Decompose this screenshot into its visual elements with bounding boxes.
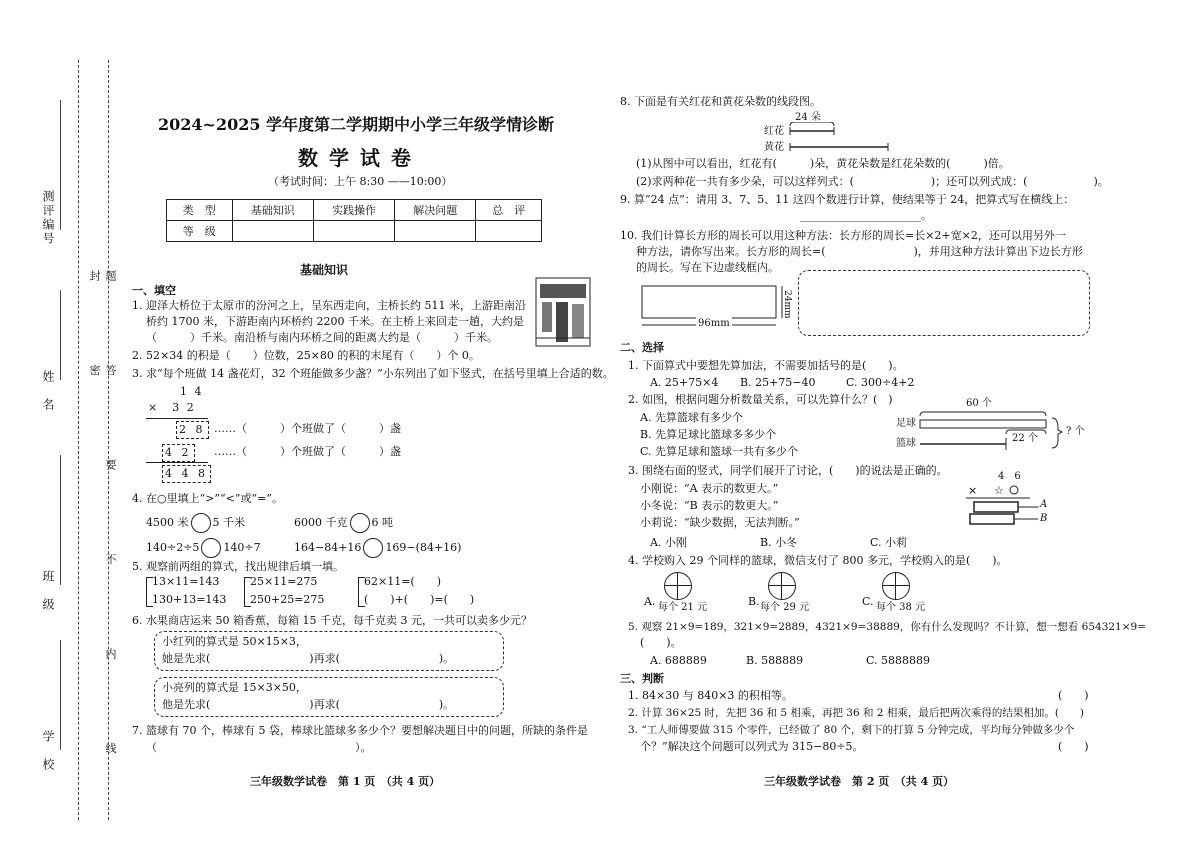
c2-basketball-label: 篮球 xyxy=(896,438,916,449)
c3-option-c[interactable]: C. 小莉 xyxy=(870,536,908,549)
part1-heading: 一、填空 xyxy=(132,284,176,297)
vert-multiplier: × 3 2 xyxy=(148,401,196,414)
exam-subtitle: 数 学 试 卷 xyxy=(298,146,413,170)
exam-id-label: 测评编号 xyxy=(41,190,55,246)
svg-text:☆: ☆ xyxy=(994,484,1004,497)
name-label: 姓 名 xyxy=(41,370,55,412)
c2-label-question: ? 个 xyxy=(1066,426,1085,437)
q6-box1-line1: 小红列的算式是 50×15×3， xyxy=(162,635,307,648)
c5-option-a[interactable]: A. 688889 xyxy=(650,654,707,667)
vert-rule-2 xyxy=(146,462,208,463)
c1-option-c[interactable]: C. 300÷4+2 xyxy=(846,376,915,389)
score-row-grade: 等 级 xyxy=(167,221,233,242)
vert-rule xyxy=(146,418,208,419)
page1-footer: 三年级数学试卷 第 1 页 （共 4 页） xyxy=(250,775,441,788)
q9-answer-line[interactable]: ______________________。 xyxy=(800,209,932,222)
exam-id-line xyxy=(60,100,61,230)
score-col-total: 总 评 xyxy=(476,200,542,221)
c1-option-b[interactable]: B. 25+75−40 xyxy=(740,376,816,389)
j1-answer[interactable]: ( ) xyxy=(1058,689,1089,702)
basketball-icon xyxy=(882,572,910,600)
compare-circle[interactable] xyxy=(201,538,221,558)
c2-label-22: 22 个 xyxy=(1012,433,1038,444)
part2-heading: 二、选择 xyxy=(620,341,664,354)
c2-label-60: 60 个 xyxy=(966,398,992,409)
c4-option-a[interactable]: A. xyxy=(644,595,656,608)
compare-circle[interactable] xyxy=(363,538,383,558)
q8-segment-diagram xyxy=(784,122,894,152)
score-table xyxy=(166,199,542,242)
q7-line2: （ ）。 xyxy=(146,741,372,754)
q5: 5. 观察前两组的算式，找出规律后填一填。 xyxy=(132,560,344,573)
vert-partial1: 2 8 xyxy=(176,421,209,439)
q8-yellow-label: 黄花 xyxy=(764,142,784,153)
vert-partial1-text: ……（ ）个班做了（ ）盏 xyxy=(214,422,401,435)
c3: 3. 围绕右面的竖式，同学们展开了讨论，( )的说法是正确的。 xyxy=(628,464,948,477)
c4-price-c: 每个 38 元 xyxy=(876,602,926,613)
q10-answer-box[interactable] xyxy=(798,270,1090,336)
q4-a-left: 4500 米 xyxy=(146,516,189,529)
seal-line-outer xyxy=(78,60,79,820)
j3-line1: 3. “工人师傅要做 315 个零件，已经做了 80 个，剩下的打算 5 分钟完成，平均每分钟做多少个 xyxy=(628,724,1075,736)
score-col-practice: 实践操作 xyxy=(313,200,394,221)
c2: 2. 如图，根据问题分析数量关系，可以先算什么？( ) xyxy=(628,393,893,406)
compare-circle[interactable] xyxy=(350,513,370,533)
q6-box2-line2: 他是先求( )再求( )。 xyxy=(162,698,455,711)
school-line xyxy=(60,640,61,750)
school-label: 学 校 xyxy=(41,730,55,772)
q4-a-right: 5 千米 xyxy=(212,516,245,529)
c2-option-a[interactable]: A. 先算篮球有多少个 xyxy=(640,411,743,424)
q4: 4. 在○里填上“>”“<”或“=”。 xyxy=(132,492,283,505)
q3: 3. 求“每个班做 14 盏花灯，32 个班能做多少盏？”小东列出了如下竖式，在括号里填上合适的数。 xyxy=(132,367,614,380)
c4: 4. 学校购入 29 个同样的篮球，微信支付了 800 多元，学校购入的是( )。 xyxy=(628,554,1008,567)
name-line xyxy=(60,290,61,380)
q4-b-right: 6 吨 xyxy=(371,516,393,529)
class-label: 班 级 xyxy=(41,570,55,612)
q7-line1: 7. 篮球有 70 个，棒球有 5 袋，棒球比篮球多多少个？要想解决题目中的问题，所缺的条件是 xyxy=(132,724,588,737)
score-cell[interactable] xyxy=(476,221,542,242)
c3-statement-2: 小冬说：“B 表示的数更大。” xyxy=(640,499,779,512)
q8-top-label: 24 朵 xyxy=(795,112,821,123)
basketball-icon xyxy=(768,572,796,600)
vert-partial2-text: ……（ ）个班做了（ ）盏 xyxy=(214,445,401,458)
bridge-illustration xyxy=(532,274,594,350)
q1-line3: （ ）千米。南沿桥与南内环桥之间的距离大约是（ ）千米。 xyxy=(146,331,498,344)
q6-box2-line1: 小亮列的算式是 15×3×50， xyxy=(162,681,307,694)
score-cell[interactable] xyxy=(395,221,476,242)
c3-statement-1: 小刚说：“A 表示的数更大。” xyxy=(640,482,779,495)
c3-statement-3: 小莉说：“缺少数据，无法判断。” xyxy=(640,516,800,529)
q6: 6. 水果商店运来 50 箱香蕉，每箱 15 千克，每千克卖 3 元，一共可以卖多少元？ xyxy=(132,614,532,627)
q5-a2: 130+13=143 xyxy=(152,593,227,606)
q10-line3: 的周长。写在下边虚线框内。 xyxy=(636,261,779,274)
c5-line1: 5. 观察 21×9=189，321×9=2889，4321×9=38889，你有什么发现吗？不计算，想一想看 654321×9= xyxy=(628,621,1147,633)
c3-top-number: 4 6 xyxy=(998,471,1021,482)
c4-price-a: 每个 21 元 xyxy=(658,602,708,613)
q1-line2: 桥约 1700 米，下游距南内环桥约 2200 千米。在主桥上来回走一趟，大约是 xyxy=(146,315,524,328)
score-col-problem: 解决问题 xyxy=(395,200,476,221)
c2-option-c[interactable]: C. 先算足球和篮球一共有多少个 xyxy=(640,445,799,458)
q4-d-left: 164−84+16 xyxy=(294,541,362,554)
exam-time: （考试时间：上午 8:30 ——10:00） xyxy=(268,175,453,188)
class-line xyxy=(60,455,61,585)
c1-option-a[interactable]: A. 25+75×4 xyxy=(650,376,719,389)
basketball-icon xyxy=(664,572,692,600)
c4-option-b[interactable]: B. xyxy=(748,595,760,608)
score-col-basic: 基础知识 xyxy=(232,200,313,221)
j1: 1. 84×30 与 840×3 的积相等。 xyxy=(628,689,793,702)
c3-option-b[interactable]: B. 小冬 xyxy=(760,536,798,549)
q5-c2: ( )+( )=( ) xyxy=(364,593,475,606)
q4-c-right: 140÷7 xyxy=(223,541,261,554)
q8-red-label: 红花 xyxy=(764,126,784,137)
c2-football-label: 足球 xyxy=(896,418,916,429)
c3-option-a[interactable]: A. 小刚 xyxy=(650,536,687,549)
q1-line1: 1. 迎泽大桥位于太原市的汾河之上，呈东西走向，主桥长约 511 米，上游距南沿 xyxy=(132,299,526,312)
j2: 2. 计算 36×25 时，先把 36 和 5 相乘，再把 36 和 2 相乘，最后把两次乘得的结果相加。( ) xyxy=(628,707,1085,719)
seal-line-inner xyxy=(108,60,109,820)
j3-answer[interactable]: ( ) xyxy=(1058,740,1089,753)
c3-label-a: A xyxy=(1040,499,1048,510)
svg-text:×: × xyxy=(968,484,978,497)
c2-segment-diagram xyxy=(916,410,1066,452)
q8-sub2: (2)求两种花一共有多少朵，可以这样列式：( )；还可以列式成：( )。 xyxy=(636,175,1109,188)
c5-option-c[interactable]: C. 5888889 xyxy=(866,654,931,667)
score-cell[interactable] xyxy=(232,221,313,242)
c5-line2: ( )。 xyxy=(640,636,682,649)
c4-option-c[interactable]: C. xyxy=(862,595,874,608)
j3-line2: 个？”解决这个问题可以列式为 315−80÷5。 xyxy=(640,740,864,753)
score-col-type: 类 型 xyxy=(167,200,233,221)
q10-line2: 种方法，请你写出来。长方形的周长=( )，并用这种方法计算出下边长方形 xyxy=(636,245,1083,258)
c5-option-b[interactable]: B. 588889 xyxy=(746,654,804,667)
q4-b-left: 6000 千克 xyxy=(294,516,348,529)
compare-circle[interactable] xyxy=(191,513,211,533)
seal-warning-text: 题 答 要 不 内 线 封 密 xyxy=(88,270,117,794)
c2-option-b[interactable]: B. 先算足球比篮球多多少个 xyxy=(640,428,777,441)
q4-c-left: 140÷2÷5 xyxy=(146,541,200,554)
q5-a1: 13×11=143 xyxy=(152,575,220,588)
c1: 1. 下面算式中要想先算加法，不需要加括号的是( )。 xyxy=(628,359,904,372)
q5-b2: 250+25=275 xyxy=(250,593,325,606)
q9: 9. 算“24 点”：请用 3、7、5、11 这四个数进行计算，使结果等于 24，把算式写在横线上： xyxy=(620,193,1075,206)
vert-partial2: 4 2 xyxy=(162,444,195,462)
q5-b1: 25×11=275 xyxy=(250,575,318,588)
q10-rect-height: 24mm xyxy=(782,290,792,319)
q10-rect-width: 96mm xyxy=(698,318,730,329)
q6-box1-line2: 她是先求( )再求( )。 xyxy=(162,652,455,665)
section-title: 基础知识 xyxy=(300,263,349,277)
q8-sub1: (1)从图中可以看出，红花有( )朵，黄花朵数是红花朵数的( )倍。 xyxy=(636,157,1010,170)
c3-vertical-figure xyxy=(966,482,1050,532)
part3-heading: 三、判断 xyxy=(620,672,664,685)
c3-label-b: B xyxy=(1040,513,1048,524)
q10-line1: 10. 我们计算长方形的周长可以用这种方法：长方形的周长=长×2+宽×2，还可以用另外一 xyxy=(620,229,1066,242)
q5-c1: 62×11=( ) xyxy=(364,575,442,588)
vert-result: 4 4 8 xyxy=(162,465,211,483)
score-cell[interactable] xyxy=(313,221,394,242)
exam-title: 2024~2025 学年度第二学期期中小学三年级学情诊断 xyxy=(158,115,555,134)
vert-top: 1 4 xyxy=(180,385,204,398)
page2-footer: 三年级数学试卷 第 2 页 （共 4 页） xyxy=(764,775,955,788)
q2: 2. 52×34 的积是（ ）位数，25×80 的积的末尾有（ ）个 0。 xyxy=(132,349,480,362)
c4-price-b: 每个 29 元 xyxy=(760,602,810,613)
q8: 8. 下面是有关红花和黄花朵数的线段图。 xyxy=(620,95,821,108)
q4-d-right: 169−(84+16) xyxy=(385,541,462,554)
